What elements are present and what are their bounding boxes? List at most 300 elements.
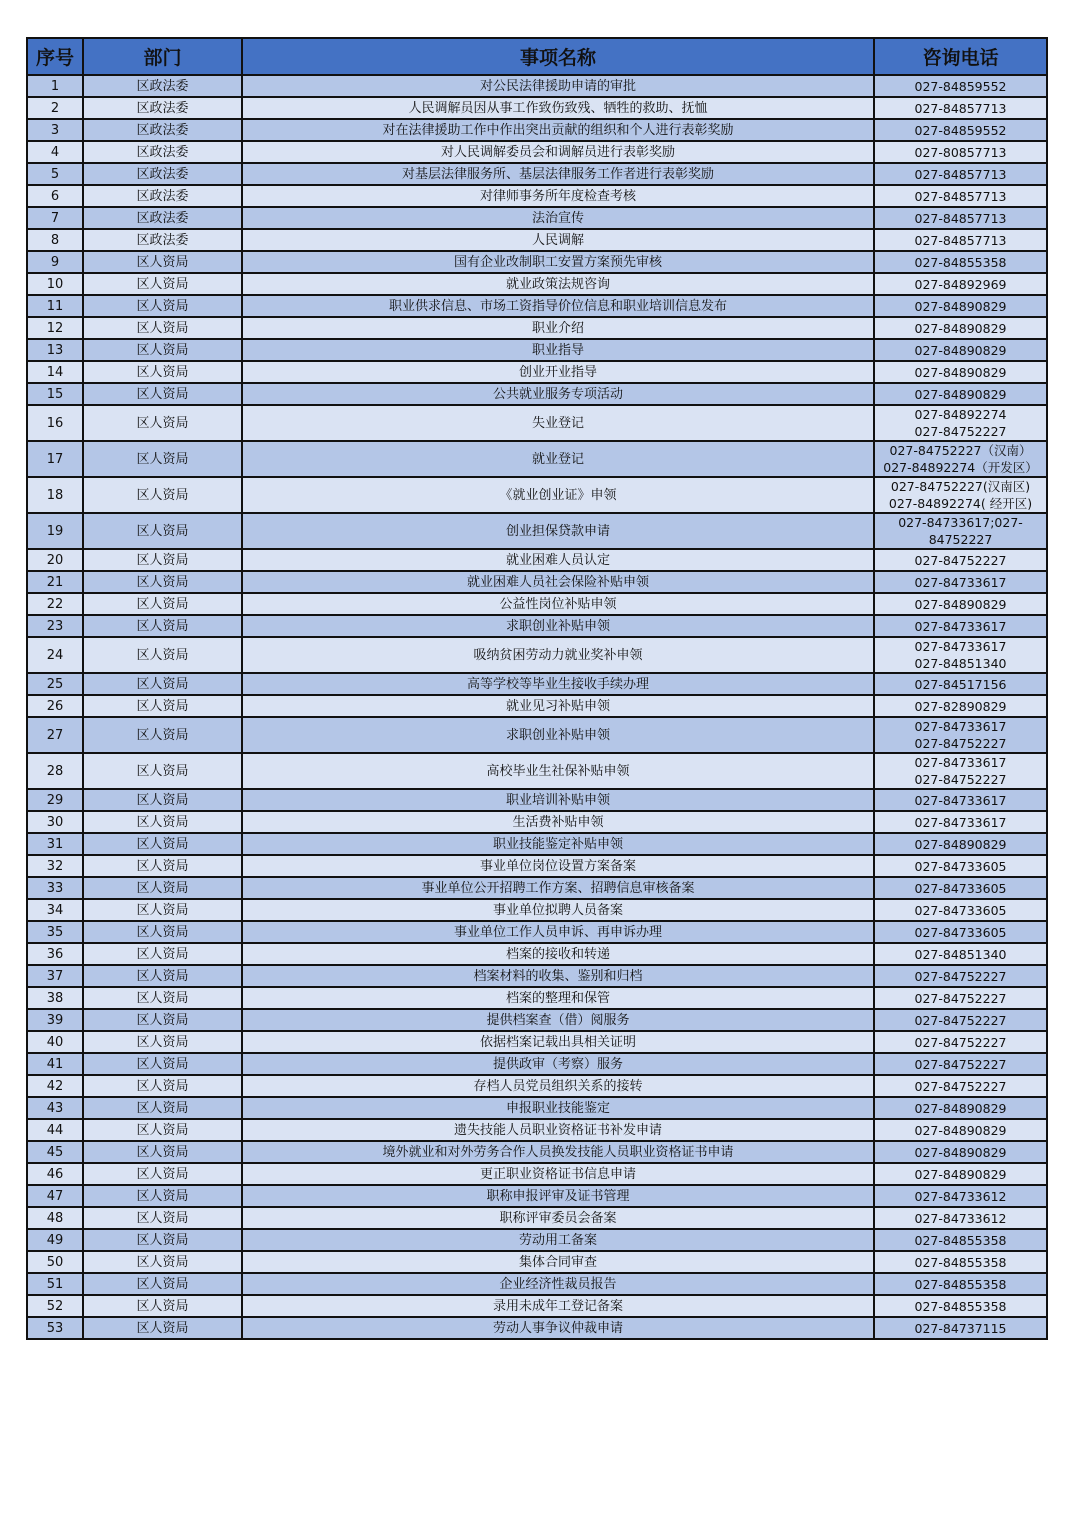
serial-number-cell: 6 [27,185,83,207]
table-row [27,965,1047,987]
phone-number: 027-84752227（汉南） [889,443,1032,458]
table-row [27,943,1047,965]
serial-number-cell: 2 [27,97,83,119]
phone-number: 027-84857713 [914,210,1007,226]
item-name-cell: 法治宣传 [242,207,874,229]
phone-cell [874,361,1047,383]
serial-number-cell: 14 [27,361,83,383]
phone-cell [874,185,1047,207]
phone-number: 027-84892274( 经开区) [888,496,1033,511]
serial-number-cell: 46 [27,1163,83,1185]
phone-number: 027-84752227 [914,1078,1007,1094]
department-cell: 区人资局 [83,1075,242,1097]
table-row [27,513,1047,549]
phone-cell [874,1009,1047,1031]
department-cell: 区人资局 [83,477,242,513]
serial-number-cell: 38 [27,987,83,1009]
department-cell: 区政法委 [83,185,242,207]
phone-number: 027-84733605 [914,858,1007,874]
phone-cell [874,229,1047,251]
serial-number-cell: 3 [27,119,83,141]
item-name-cell: 求职创业补贴申领 [242,615,874,637]
phone-cell [874,251,1047,273]
phone-cell [874,1119,1047,1141]
phone-number: 027-84752227 [914,1034,1007,1050]
phone-cell [874,75,1047,97]
table-row [27,1097,1047,1119]
department-cell: 区政法委 [83,119,242,141]
item-name-cell: 国有企业改制职工安置方案预先审核 [242,251,874,273]
phone-cell [874,1141,1047,1163]
phone-cell [874,593,1047,615]
serial-number-cell: 4 [27,141,83,163]
serial-number-cell: 48 [27,1207,83,1229]
serial-number-cell: 21 [27,571,83,593]
department-cell: 区政法委 [83,75,242,97]
department-cell: 区人资局 [83,251,242,273]
department-cell: 区人资局 [83,1163,242,1185]
table-row [27,637,1047,673]
item-name-cell: 就业困难人员社会保险补贴申领 [242,571,874,593]
serial-number-cell: 41 [27,1053,83,1075]
table-row [27,921,1047,943]
serial-number-cell: 18 [27,477,83,513]
table-row [27,1119,1047,1141]
item-name-cell: 申报职业技能鉴定 [242,1097,874,1119]
table-row [27,1317,1047,1339]
department-cell: 区人资局 [83,965,242,987]
item-name-cell: 对公民法律援助申请的审批 [242,75,874,97]
table-row [27,717,1047,753]
phone-number: 027-84851340 [914,656,1007,671]
phone-number: 027-84752227 [914,736,1007,751]
serial-number-cell: 20 [27,549,83,571]
item-name-cell: 就业登记 [242,441,874,477]
table-row [27,695,1047,717]
serial-number-cell: 25 [27,673,83,695]
department-cell: 区人资局 [83,317,242,339]
phone-number: 027-84855358 [914,254,1007,270]
phone-number: 027-84890829 [914,1122,1007,1138]
phone-cell [874,513,1047,549]
serial-number-cell: 37 [27,965,83,987]
item-name-cell: 事业单位岗位设置方案备案 [242,855,874,877]
table-row [27,1031,1047,1053]
table-row [27,477,1047,513]
phone-cell [874,441,1047,477]
table-row [27,571,1047,593]
table-row [27,1075,1047,1097]
department-cell: 区人资局 [83,717,242,753]
department-cell: 区人资局 [83,1119,242,1141]
item-name-cell: 遗失技能人员职业资格证书补发申请 [242,1119,874,1141]
serial-number-cell: 22 [27,593,83,615]
table-row [27,251,1047,273]
table-row [27,855,1047,877]
department-cell: 区人资局 [83,1207,242,1229]
serial-number-cell: 32 [27,855,83,877]
item-name-cell: 事业单位工作人员申诉、再申诉办理 [242,921,874,943]
phone-cell [874,1097,1047,1119]
item-name-cell: 更正职业资格证书信息申请 [242,1163,874,1185]
table-row [27,97,1047,119]
phone-cell [874,855,1047,877]
header-serial-number: 序号 [27,38,83,75]
phone-number: 027-84752227 [914,424,1007,439]
table-row [27,789,1047,811]
serial-number-cell: 40 [27,1031,83,1053]
table-row [27,317,1047,339]
phone-number: 027-84733617 [914,719,1007,734]
department-cell: 区人资局 [83,921,242,943]
phone-cell [874,317,1047,339]
department-cell: 区人资局 [83,899,242,921]
phone-number: 027-84890829 [914,836,1007,852]
phone-number: 027-84733605 [914,902,1007,918]
department-cell: 区人资局 [83,1009,242,1031]
item-name-cell: 档案材料的收集、鉴别和归档 [242,965,874,987]
item-name-cell: 对在法律援助工作中作出突出贡献的组织和个人进行表彰奖励 [242,119,874,141]
item-name-cell: 劳动人事争议仲裁申请 [242,1317,874,1339]
serial-number-cell: 52 [27,1295,83,1317]
phone-cell [874,899,1047,921]
phone-cell [874,921,1047,943]
item-name-cell: 公益性岗位补贴申领 [242,593,874,615]
phone-cell [874,571,1047,593]
item-name-cell: 企业经济性裁员报告 [242,1273,874,1295]
phone-number: 027-84752227 [914,552,1007,568]
phone-cell [874,1053,1047,1075]
phone-cell [874,1273,1047,1295]
phone-cell [874,943,1047,965]
item-name-cell: 职称评审委员会备案 [242,1207,874,1229]
table-row [27,207,1047,229]
department-cell: 区人资局 [83,1229,242,1251]
department-cell: 区人资局 [83,1295,242,1317]
department-cell: 区人资局 [83,1097,242,1119]
service-directory [26,37,1046,1340]
serial-number-cell: 9 [27,251,83,273]
department-cell: 区政法委 [83,141,242,163]
serial-number-cell: 5 [27,163,83,185]
phone-number: 027-84859552 [914,122,1007,138]
phone-cell [874,549,1047,571]
phone-number: 84752227 [928,532,993,547]
phone-number: 027-84752227 [914,772,1007,787]
serial-number-cell: 13 [27,339,83,361]
serial-number-cell: 11 [27,295,83,317]
table-row [27,673,1047,695]
department-cell: 区人资局 [83,987,242,1009]
department-cell: 区人资局 [83,789,242,811]
item-name-cell: 就业政策法规咨询 [242,273,874,295]
phone-cell [874,141,1047,163]
serial-number-cell: 28 [27,753,83,789]
table-row [27,119,1047,141]
department-cell: 区人资局 [83,943,242,965]
department-cell: 区人资局 [83,1251,242,1273]
table-row [27,339,1047,361]
department-cell: 区人资局 [83,571,242,593]
department-cell: 区政法委 [83,163,242,185]
serial-number-cell: 42 [27,1075,83,1097]
item-name-cell: 提供政审（考察）服务 [242,1053,874,1075]
item-name-cell: 档案的接收和转递 [242,943,874,965]
serial-number-cell: 53 [27,1317,83,1339]
serial-number-cell: 39 [27,1009,83,1031]
table-row [27,1009,1047,1031]
phone-cell [874,405,1047,441]
phone-cell [874,637,1047,673]
phone-cell [874,673,1047,695]
phone-cell [874,1207,1047,1229]
phone-cell [874,339,1047,361]
table-row [27,295,1047,317]
phone-cell [874,789,1047,811]
phone-number: 027-84733605 [914,880,1007,896]
phone-number: 027-84733612 [914,1188,1007,1204]
serial-number-cell: 7 [27,207,83,229]
serial-number-cell: 23 [27,615,83,637]
item-name-cell: 吸纳贫困劳动力就业奖补申领 [242,637,874,673]
table-row [27,1141,1047,1163]
department-cell: 区人资局 [83,339,242,361]
serial-number-cell: 45 [27,1141,83,1163]
phone-number: 027-84890829 [914,320,1007,336]
serial-number-cell: 15 [27,383,83,405]
phone-cell [874,615,1047,637]
item-name-cell: 《就业创业证》申领 [242,477,874,513]
serial-number-cell: 17 [27,441,83,477]
phone-cell [874,163,1047,185]
serial-number-cell: 43 [27,1097,83,1119]
phone-number: 027-80857713 [914,144,1007,160]
phone-cell [874,1251,1047,1273]
department-cell: 区人资局 [83,513,242,549]
table-row [27,75,1047,97]
serial-number-cell: 29 [27,789,83,811]
department-cell: 区人资局 [83,1185,242,1207]
item-name-cell: 职业培训补贴申领 [242,789,874,811]
phone-number: 027-84890829 [914,1144,1007,1160]
table-row [27,1295,1047,1317]
department-cell: 区人资局 [83,383,242,405]
phone-number: 027-84733617 [914,639,1007,654]
serial-number-cell: 34 [27,899,83,921]
table-row [27,163,1047,185]
item-name-cell: 集体合同审查 [242,1251,874,1273]
phone-cell [874,1031,1047,1053]
department-cell: 区人资局 [83,361,242,383]
phone-number: 027-84855358 [914,1254,1007,1270]
phone-number: 027-84855358 [914,1276,1007,1292]
phone-number: 027-84733605 [914,924,1007,940]
item-name-cell: 就业见习补贴申领 [242,695,874,717]
serial-number-cell: 44 [27,1119,83,1141]
item-name-cell: 职业供求信息、市场工资指导价位信息和职业培训信息发布 [242,295,874,317]
phone-cell [874,1075,1047,1097]
item-name-cell: 公共就业服务专项活动 [242,383,874,405]
serial-number-cell: 35 [27,921,83,943]
table-row [27,1053,1047,1075]
department-cell: 区人资局 [83,811,242,833]
serial-number-cell: 50 [27,1251,83,1273]
serial-number-cell: 16 [27,405,83,441]
department-cell: 区人资局 [83,1053,242,1075]
table-row [27,593,1047,615]
department-cell: 区人资局 [83,549,242,571]
serial-number-cell: 33 [27,877,83,899]
department-cell: 区人资局 [83,673,242,695]
service-table [26,37,1048,1340]
table-row [27,383,1047,405]
item-name-cell: 人民调解员因从事工作致伤致残、牺牲的救助、抚恤 [242,97,874,119]
department-cell: 区政法委 [83,207,242,229]
phone-number: 027-84733617;027- [898,515,1023,530]
item-name-cell: 高校毕业生社保补贴申领 [242,753,874,789]
phone-number: 027-84733617 [914,792,1007,808]
serial-number-cell: 47 [27,1185,83,1207]
phone-number: 027-84733617 [914,574,1007,590]
phone-cell [874,295,1047,317]
serial-number-cell: 24 [27,637,83,673]
department-cell: 区人资局 [83,753,242,789]
phone-cell [874,119,1047,141]
phone-number: 027-84733617 [914,814,1007,830]
phone-number: 027-84857713 [914,100,1007,116]
phone-cell [874,1295,1047,1317]
phone-cell [874,1317,1047,1339]
table-row [27,405,1047,441]
department-cell: 区人资局 [83,441,242,477]
table-row [27,273,1047,295]
item-name-cell: 事业单位公开招聘工作方案、招聘信息审核备案 [242,877,874,899]
phone-number: 027-84890829 [914,364,1007,380]
table-row [27,1163,1047,1185]
department-cell: 区人资局 [83,1031,242,1053]
serial-number-cell: 31 [27,833,83,855]
phone-number: 027-84890829 [914,1100,1007,1116]
phone-cell [874,1229,1047,1251]
header-item-name: 事项名称 [242,38,874,75]
item-name-cell: 生活费补贴申领 [242,811,874,833]
table-body [27,75,1047,1339]
department-cell: 区人资局 [83,405,242,441]
item-name-cell: 就业困难人员认定 [242,549,874,571]
item-name-cell: 高等学校等毕业生接收手续办理 [242,673,874,695]
phone-number: 027-82890829 [914,698,1007,714]
table-row [27,753,1047,789]
phone-number: 027-84857713 [914,166,1007,182]
phone-number: 027-84733617 [914,618,1007,634]
serial-number-cell: 12 [27,317,83,339]
serial-number-cell: 27 [27,717,83,753]
department-cell: 区人资局 [83,615,242,637]
header-consult-phone: 咨询电话 [874,38,1047,75]
phone-cell [874,717,1047,753]
serial-number-cell: 10 [27,273,83,295]
table-row [27,1273,1047,1295]
phone-number: 027-84890829 [914,298,1007,314]
phone-number: 027-84752227 [914,990,1007,1006]
item-name-cell: 对基层法律服务所、基层法律服务工作者进行表彰奖励 [242,163,874,185]
phone-number: 027-84855358 [914,1232,1007,1248]
phone-number: 027-84752227 [914,968,1007,984]
department-cell: 区人资局 [83,295,242,317]
serial-number-cell: 36 [27,943,83,965]
item-name-cell: 录用未成年工登记备案 [242,1295,874,1317]
item-name-cell: 创业担保贷款申请 [242,513,874,549]
table-row [27,811,1047,833]
phone-number: 027-84892969 [914,276,1007,292]
table-row [27,229,1047,251]
phone-cell [874,97,1047,119]
phone-number: 027-84857713 [914,188,1007,204]
phone-number: 027-84752227 [914,1056,1007,1072]
table-row [27,361,1047,383]
serial-number-cell: 51 [27,1273,83,1295]
table-row [27,441,1047,477]
table-row [27,549,1047,571]
phone-cell [874,695,1047,717]
department-cell: 区人资局 [83,1273,242,1295]
phone-cell [874,877,1047,899]
table-row [27,877,1047,899]
table-header-row [27,38,1047,75]
phone-cell [874,1185,1047,1207]
table-row [27,987,1047,1009]
item-name-cell: 职业技能鉴定补贴申领 [242,833,874,855]
item-name-cell: 失业登记 [242,405,874,441]
item-name-cell: 事业单位拟聘人员备案 [242,899,874,921]
item-name-cell: 求职创业补贴申领 [242,717,874,753]
phone-number: 027-84737115 [914,1320,1007,1336]
table-row [27,615,1047,637]
table-row [27,899,1047,921]
phone-number: 027-84890829 [914,386,1007,402]
phone-cell [874,811,1047,833]
table-row [27,1229,1047,1251]
phone-number: 027-84851340 [914,946,1007,962]
item-name-cell: 职称申报评审及证书管理 [242,1185,874,1207]
phone-number: 027-84890829 [914,1166,1007,1182]
item-name-cell: 境外就业和对外劳务合作人员换发技能人员职业资格证书申请 [242,1141,874,1163]
department-cell: 区人资局 [83,833,242,855]
phone-cell [874,833,1047,855]
phone-number: 027-84733612 [914,1210,1007,1226]
item-name-cell: 对律师事务所年度检查考核 [242,185,874,207]
department-cell: 区政法委 [83,229,242,251]
table-row [27,833,1047,855]
department-cell: 区人资局 [83,877,242,899]
item-name-cell: 人民调解 [242,229,874,251]
phone-cell [874,273,1047,295]
phone-cell [874,477,1047,513]
department-cell: 区人资局 [83,637,242,673]
department-cell: 区人资局 [83,855,242,877]
phone-number: 027-84733617 [914,755,1007,770]
table-row [27,1251,1047,1273]
serial-number-cell: 30 [27,811,83,833]
item-name-cell: 档案的整理和保管 [242,987,874,1009]
item-name-cell: 依据档案记载出具相关证明 [242,1031,874,1053]
department-cell: 区政法委 [83,97,242,119]
header-department: 部门 [83,38,242,75]
department-cell: 区人资局 [83,1317,242,1339]
item-name-cell: 职业指导 [242,339,874,361]
table-row [27,185,1047,207]
phone-number: 027-84892274（开发区） [883,460,1038,475]
